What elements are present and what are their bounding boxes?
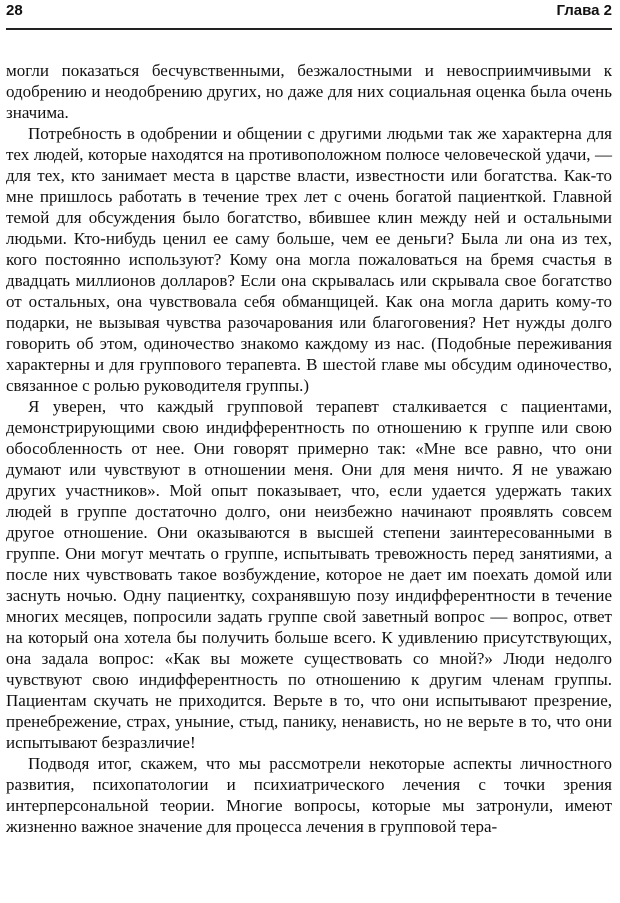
chapter-label: Глава 2 [556,2,612,19]
paragraph-approval-need: Потребность в одобрении и общении с другими людьми так же характерна для тех людей, которые находятся на противоположном полюсе человеческой удачи, — для тех, кто занимает места в царстве власти, известности или богатства. Как-то мне пришлось работать в течение трех лет с очень богатой пациенткой. Главной темой для обсуждения было богатство, вбившее клин между ней и остальными людьми. Кто-нибудь ценил ее саму больше, чем ее деньги? Была ли она из тех, кого постоянно используют? Кому она могла пожаловаться на бремя счастья в двадцать миллионов долларов? Если она скрывалась или скрывала свое богатство от остальных, она чувствовала себя обманщицей. Как она могла дарить кому-то подарки, не вызывая чувства разочарования или благоговения? Нет нужды долго говорить об этом, одиночество знакомо каждому из нас. (Подобные переживания характерны и для группового терапевта. В шестой главе мы обсудим одиночество, связанное с ролью руководителя группы.) [6,124,612,395]
paragraph-continuation: могли показаться бесчувственными, безжалостными и невосприимчивыми к одобрению и неодобрению других, но даже для них социальная оценка была очень значима. [6,61,612,122]
page-number: 28 [6,2,23,19]
header-rule [6,28,612,30]
paragraph-summary: Подводя итог, скажем, что мы рассмотрели некоторые аспекты личностного развития, психопатологии и психиатрического лечения с точки зрения интерперсональной теории. Многие вопросы, которые мы затронули, имеют жизненно важное значение для процесса лечения в групповой тера- [6,754,612,836]
paragraph-indifference: Я уверен, что каждый групповой терапевт сталкивается с пациентами, демонстрирующими свою индифферентность по отношению к группе или свою обособленность от нее. Они говорят примерно так: «Мне все равно, что они думают или чувствуют в отношении меня. Они для меня ничто. Я не уважаю других участников». Мой опыт показывает, что, если удается удержать таких людей в группе достаточно долго, они неизбежно начинают проявлять совсем другое отношение. Они оказываются в высшей степени заинтересованными в группе. Они могут мечтать о группе, испытывать тревожность перед занятиями, а после них чувствовать такое возбуждение, которое не дает им поехать домой или заснуть ночью. Одну пациентку, сохранявшую позу индифферентности в течение многих месяцев, попросили задать группе свой заветный вопрос — вопрос, ответ на который она хотела бы получить больше всего. К удивлению присутствующих, она задала вопрос: «Как вы можете существовать со мной?» Люди недолго чувствуют свою индифферентность по отношению к другим членам группы. Пациентам скучать не приходится. Верьте в то, что они испытывают презрение, пренебрежение, страх, уныние, стыд, панику, ненависть, но не верьте в то, что они испытывают безразличие! [6,397,612,752]
running-head [6,0,612,22]
body-text [6,60,612,837]
